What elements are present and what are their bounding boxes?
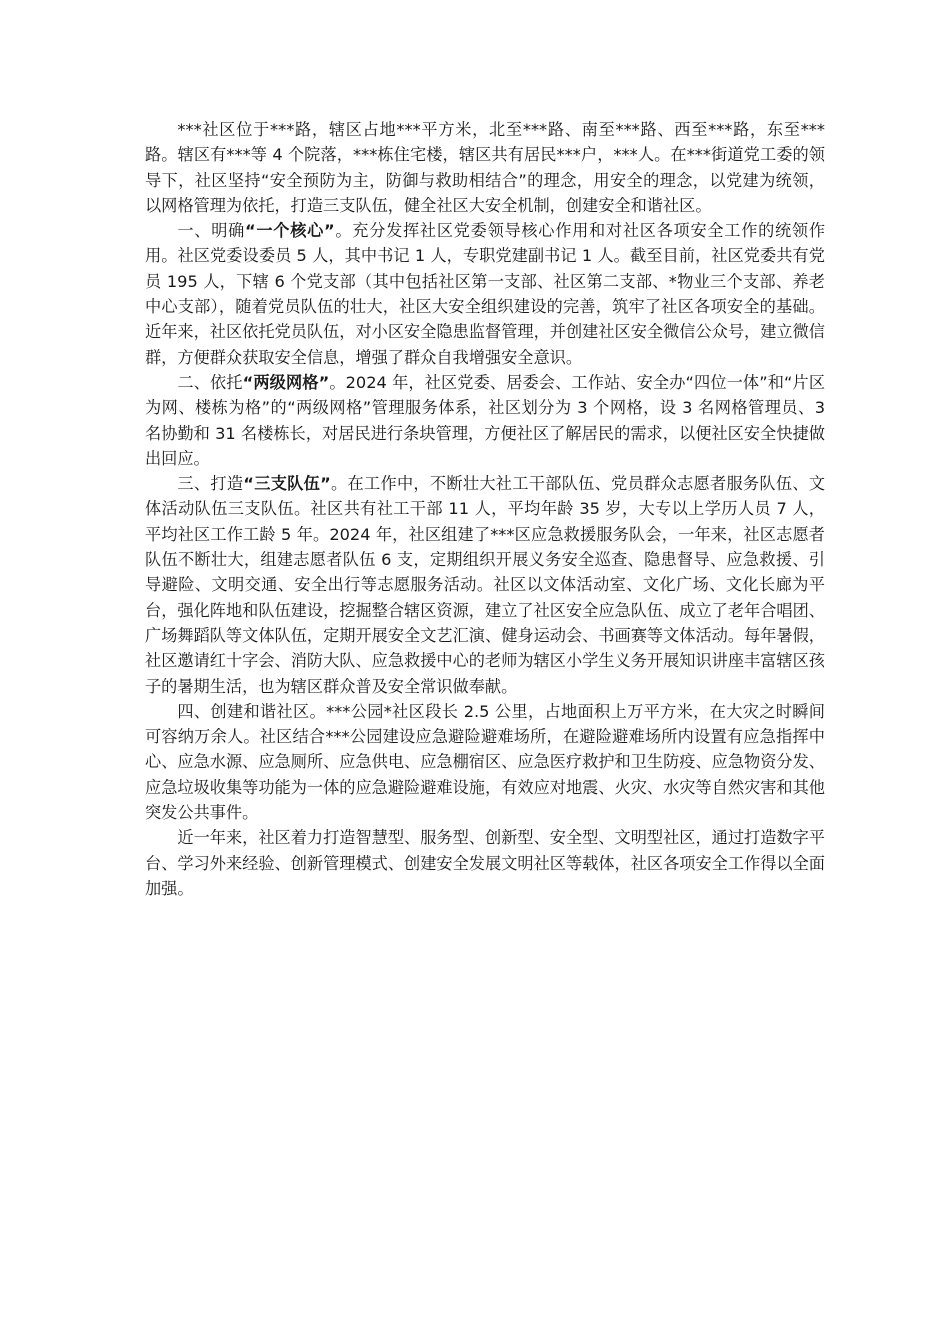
section-1-strong: “一个核心” [245, 221, 335, 241]
section-1-paragraph [145, 218, 825, 370]
section-4-paragraph [145, 699, 825, 825]
section-3-text: 。在工作中，不断壮大社工干部队伍、党员群众志愿者服务队伍、文体活动队伍三支队伍。社区共有社工干部 11 人，平均年龄 35 岁，大专以上学历人员 7 人，平均社区工作工龄 5 年。2024 年，社区组建了***区应急救援服务队会，一年来，社区志愿者队伍不断壮大，组建志愿者队伍 6 支，定期组织开展义务安全巡查、隐患督导、应急救援、引导避险、文明交通、安全出行等志愿服务活动。社区以文体活动室、文化广场、文化长廊为平台，强化阵地和队伍建设，挖掘整合辖区资源，建立了社区安全应急队伍、成立了老年合唱团、广场舞蹈队等文体队伍，定期开展安全文艺汇演、健身运动会、书画赛等文体活动。每年暑假，社区邀请红十字会、消防大队、应急救援中心的老师为辖区小学生义务开展知识讲座丰富辖区孩子的暑期生活，也为辖区群众普及安全常识做奉献。 [145, 474, 826, 696]
section-2-text: 。2024 年，社区党委、居委会、工作站、安全办“四位一体”和“片区为网、楼栋为格”的“两级网格”管理服务体系，社区划分为 3 个网格，设 3 名网格管理员、3 名协勤和 31 名楼栋长，对居民进行条块管理，方便社区了解居民的需求，以便社区安全快捷做出回应。 [145, 372, 826, 468]
section-2-prefix: 二、依托 [177, 372, 243, 392]
section-3-paragraph [145, 471, 825, 699]
section-3-prefix: 三、打造 [177, 474, 244, 494]
section-1-prefix: 一、明确 [177, 221, 246, 241]
section-1-text: 。充分发挥社区党委领导核心作用和对社区各项安全工作的统领作用。社区党委设委员 5 人，其中书记 1 人，专职党建副书记 1 人。截至目前，社区党委共有党员 195 人，下辖 6 个党支部（其中包括社区第一支部、社区第二支部、*物业三个支部、养老中心支部），随着党员队伍的壮大，社区大安全组织建设的完善，筑牢了社区各项安全的基础。近年来，社区依托党员队伍，对小区安全隐患监督管理，并创建社区安全微信公众号，建立微信群，方便群众获取安全信息，增强了群众自我增强安全意识。 [145, 221, 826, 367]
section-2-paragraph [145, 370, 825, 471]
intro-paragraph [145, 117, 825, 218]
section-3-strong: “三支队伍” [243, 474, 331, 494]
section-4-text: ***公园*社区段长 2.5 公里，占地面积上万平方米，在大灾之时瞬间可容纳万余人。社区结合***公园建设应急避险避难场所，在避险避难场所内设置有应急指挥中心、应急水源、应急厕所、应急供电、应急棚宿区、应急医疗救护和卫生防疫、应急物资分发、应急垃圾收集等功能为一体的应急避险避难设施，有效应对地震、火灾、水灾等自然灾害和其他突发公共事件。 [145, 701, 825, 823]
intro-text: ***社区位于***路，辖区占地***平方米，北至***路、南至***路、西至***路，东至***路。辖区有***等 4 个院落，***栋住宅楼，辖区共有居民***户，***人。在***街道党工委的领导下，社区坚持“安全预防为主，防御与救助相结合”的理念，用安全的理念，以党建为统领，以网格管理为依托，打造三支队伍，健全社区大安全机制，创建安全和谐社区。 [145, 120, 825, 215]
section-4-prefix: 四、创建和谐社区。 [177, 701, 327, 721]
section-2-strong: “两级网格” [242, 372, 330, 392]
conclusion-paragraph [145, 825, 825, 901]
document-page [145, 117, 825, 901]
conclusion-text: 近一年来，社区着力打造智慧型、服务型、创新型、安全型、文明型社区，通过打造数字平台、学习外来经验、创新管理模式、创建安全发展文明社区等载体，社区各项安全工作得以全面加强。 [145, 828, 825, 898]
